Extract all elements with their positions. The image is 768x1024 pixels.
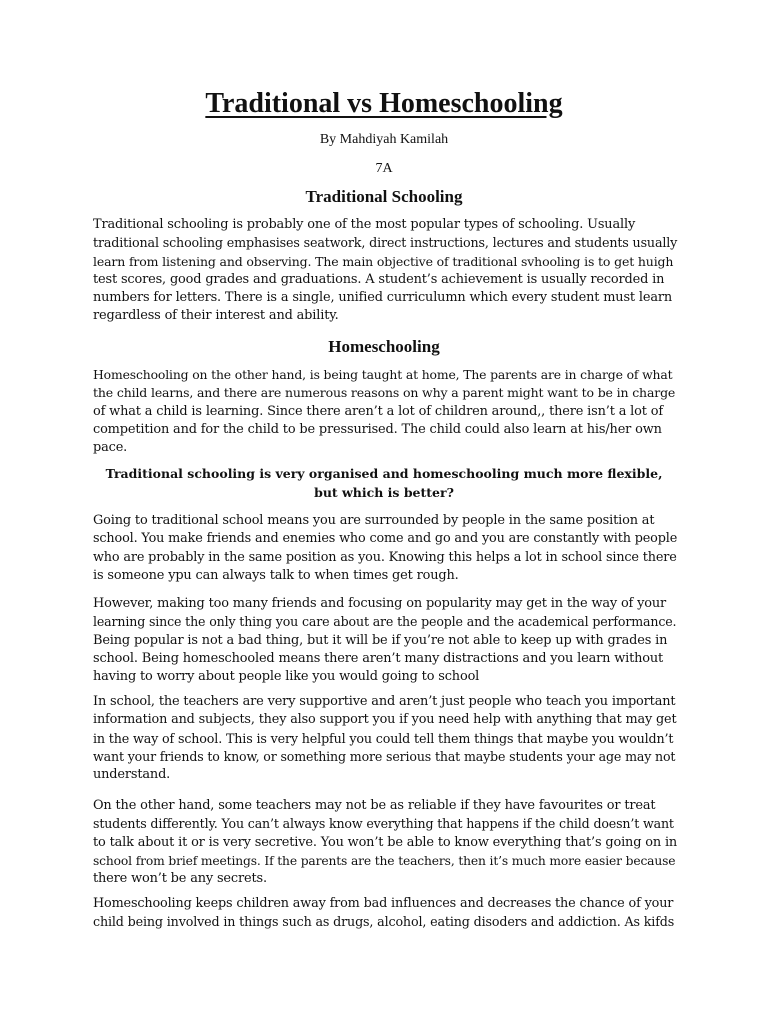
paragraph-line: Going to traditional school means you are surrounded by people in the same position at bbox=[93, 513, 655, 528]
paragraph-line: in the way of school. This is very helpful you could tell them things that maybe you wouldn’t bbox=[93, 730, 674, 746]
paragraph-line: having to worry about people like you would going to school bbox=[93, 669, 480, 685]
comparison-question: Traditional schooling is very organised and homeschooling much more flexible, but which is better? bbox=[105, 466, 663, 500]
paragraph-line: the child learns, and there are numerous reasons on why a parent might want to be in charge bbox=[93, 385, 676, 401]
paragraph-line: Being popular is not a bad thing, but it will be if you’re not able to keep up with grades in bbox=[93, 632, 668, 648]
paragraph-line: Homeschooling on the other hand, is being taught at home, The parents are in charge of what bbox=[93, 367, 673, 382]
paragraph-line: students differently. You can’t always know everything that happens if the child doesn’t want bbox=[93, 816, 674, 832]
paragraph-line: test scores, good grades and graduations. A student’s achievement is usually recorded in bbox=[93, 271, 665, 287]
paragraph-line: numbers for letters. There is a single, unified curriculumn which every student must learn bbox=[93, 290, 673, 306]
paragraph-line: However, making too many friends and focusing on popularity may get in the way of your bbox=[93, 596, 667, 611]
paragraph-line: there won’t be any secrets. bbox=[93, 871, 267, 887]
paragraph-line: to talk about it or is very secretive. You won’t be able to know everything that’s going on in bbox=[93, 834, 678, 850]
paragraph-line: pace. bbox=[93, 440, 128, 456]
paragraph-line: regardless of their interest and ability. bbox=[93, 308, 339, 324]
paragraph-line: competition and for the child to be pressurised. The child could also learn at his/her own bbox=[93, 421, 662, 437]
paragraph-line: learning since the only thing you care about are the people and the academical performance. bbox=[93, 614, 677, 630]
paragraph-line: In school, the teachers are very supportive and aren’t just people who teach you important bbox=[93, 694, 676, 709]
heading-traditional-schooling: Traditional Schooling bbox=[305, 187, 463, 206]
paragraph-line: of what a child is learning. Since there aren’t a lot of children around,, there isn’t a lot of bbox=[93, 403, 663, 419]
paragraph-line: school. You make friends and enemies who come and go and you are constantly with people bbox=[93, 531, 678, 547]
paragraph-line: traditional schooling emphasises seatwork, direct instructions, lectures and students usually bbox=[93, 235, 678, 251]
author-byline: By Mahdiyah Kamilah bbox=[319, 132, 449, 147]
paragraph-line: understand. bbox=[93, 767, 171, 783]
paragraph-line: information and subjects, they also support you if you need help with anything that may get bbox=[93, 712, 677, 728]
paragraph-line: who are probably in the same position as you. Knowing this helps a lot in school since there bbox=[93, 549, 677, 565]
class-label: 7A bbox=[375, 161, 393, 176]
paragraph-line: want your friends to know, or something more serious that maybe students your age may not bbox=[93, 748, 676, 764]
document-title: Traditional vs Homeschooling bbox=[205, 88, 563, 119]
paragraph-line: child being involved in things such as drugs, alcohol, eating disoders and addiction. As kifds bbox=[93, 914, 675, 930]
paragraph-body bbox=[93, 595, 677, 686]
heading-homeschooling: Homeschooling bbox=[328, 337, 440, 356]
paragraph-body bbox=[93, 512, 677, 585]
paragraph-body bbox=[93, 693, 677, 784]
paragraph-traditional bbox=[93, 216, 677, 326]
paragraph-line: is someone ypu can always talk to when times get rough. bbox=[93, 567, 459, 583]
paragraph-body bbox=[93, 895, 677, 932]
paragraph-line: Traditional schooling is probably one of the most popular types of schooling. Usually bbox=[93, 217, 636, 232]
paragraph-homeschooling bbox=[93, 366, 677, 457]
paragraph-line: Homeschooling keeps children away from bad influences and decreases the chance of your bbox=[93, 896, 674, 911]
paragraph-line: learn from listening and observing. The main objective of traditional svhooling is to get huigh bbox=[93, 253, 674, 269]
paragraph-body bbox=[93, 797, 677, 888]
paragraph-line: school from brief meetings. If the parents are the teachers, then it’s much more easier because bbox=[93, 853, 676, 868]
paragraph-line: On the other hand, some teachers may not be as reliable if they have favourites or treat bbox=[93, 798, 656, 813]
paragraph-line: school. Being homeschooled means there aren’t many distractions and you learn without bbox=[93, 650, 664, 666]
